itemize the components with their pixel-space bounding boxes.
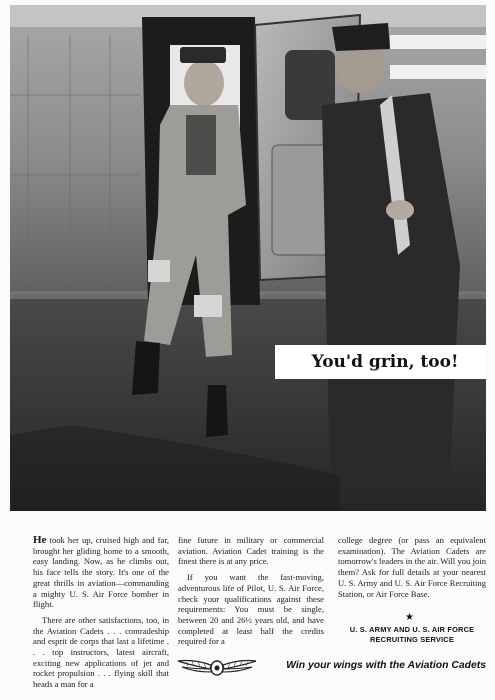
paragraph-text: took her up, cruised high and far, brought her gliding home to a smooth, easy landing. Now, as he climbs out, his face tells the story. It's one of the great thrills in aviation—commanding a mighty U. S. Air Force bomber in flight.	[33, 535, 169, 610]
body-paragraph: fine future in military or commercial aviation. Aviation Cadet training is the finest there is at any price.	[178, 535, 324, 567]
recruiting-service-credit	[338, 625, 486, 645]
photo-illustration	[10, 5, 486, 511]
body-column-3	[338, 535, 486, 604]
pilot-wings-icon	[176, 655, 258, 681]
body-paragraph	[33, 535, 169, 610]
body-paragraph: college degree (or pass an equivalent examination). The Aviation Cadets are tomorrow's leaders in the air. Will you join them? Ask for full details at your nearest U. S. Army and U. S. Air Force Recruiting Station, or Air Force Base.	[338, 535, 486, 599]
body-column-1	[33, 535, 169, 695]
body-paragraph: If you want the fast-moving, adventurous life of Pilot, U. S. Air Force, check your qualifications against these requirements: You must be single, between 20 and 26½ years old, and have completed at least half the credits required for a	[178, 572, 324, 647]
org-line-1: U. S. ARMY AND U. S. AIR FORCE	[349, 625, 475, 634]
body-paragraph: There are other satisfactions, too, in the Aviation Cadets . . . comradeship and esprit de corps that last a lifetime . . . top instructors, latest aircraft, exciting new applications of jet and rocket propulsion . . . flying skill that heads a man for a	[33, 614, 169, 690]
slogan: Win your wings with the Aviation Cadets	[286, 660, 486, 671]
body-column-2	[178, 535, 324, 652]
photo-caption: You'd grin, too!	[275, 345, 486, 379]
star-icon: ★	[405, 612, 414, 623]
dropcap: He	[33, 534, 47, 546]
photo-pilot-climbing-out	[10, 5, 486, 511]
org-line-2: RECRUITING SERVICE	[370, 635, 454, 644]
